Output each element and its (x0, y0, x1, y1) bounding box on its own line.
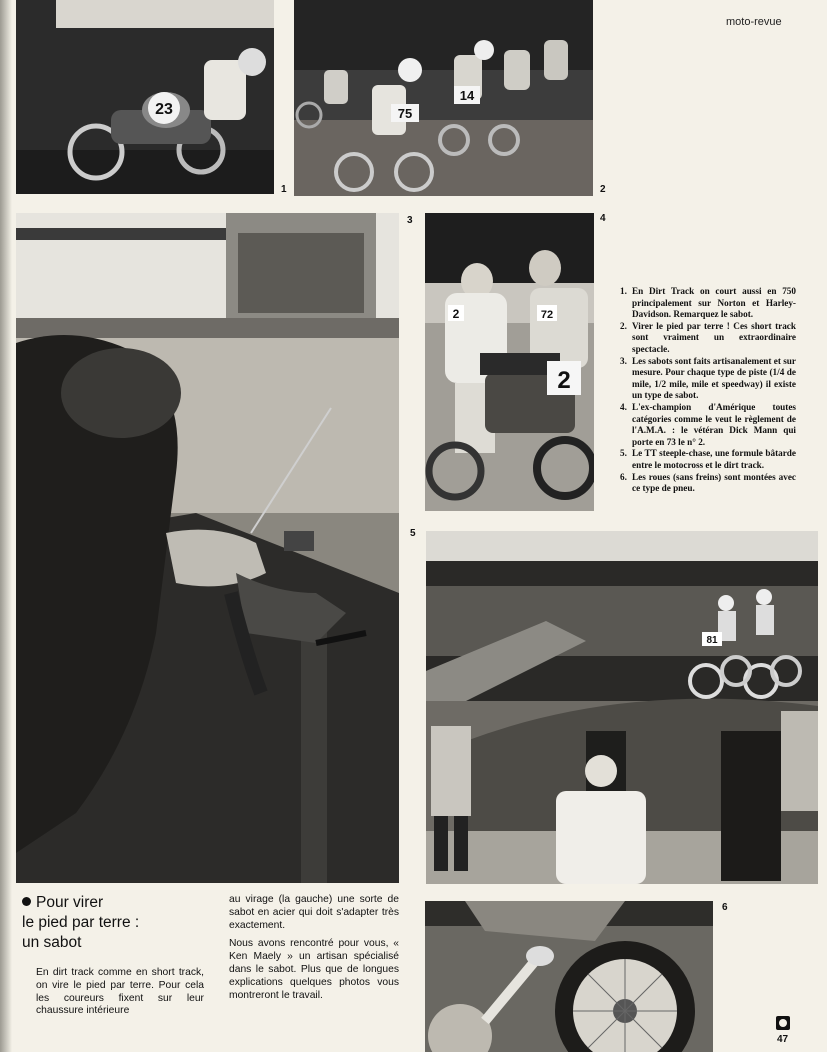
magazine-name: moto-revue (726, 16, 782, 28)
page-spine-shadow (0, 0, 12, 1052)
photo-5-tt-steeplechase (426, 531, 818, 884)
caption-2: 2. Virer le pied par terre ! Ces short track sont vraiment un extraordinaire spectacle. (620, 320, 796, 354)
caption-5: 5. Le TT steeple-chase, une formule bâtarde entre le motocross et le dirt track. (620, 448, 796, 470)
photo-4-number: 4 (600, 213, 606, 224)
photo-1-number: 1 (281, 184, 287, 195)
svg-text:2: 2 (452, 307, 460, 321)
caption-1: 1. En Dirt Track on court aussi en 750 principalement sur Norton et Harley-Davidson. Remarquez le sabot. (620, 286, 796, 320)
photo-4-dick-mann (425, 213, 594, 511)
svg-text:75: 75 (397, 106, 413, 121)
photo-1-motorcycle-cornering (16, 0, 274, 194)
photo-captions (620, 286, 796, 495)
bullet-icon (22, 897, 31, 906)
caption-6: 6. Les roues (sans freins) sont montées avec ce type de pneu. (620, 471, 796, 494)
photo-2-number: 2 (600, 184, 606, 195)
article-headline: Pour virer le pied par terre : un sabot (22, 894, 140, 951)
article-column-2: au virage (la gauche) une sorte de sabot en acier qui doit s'adapter très exactement. Nous avons rencontré pour vous, « Ken Maely » un artisan spécialisé dans le sabot. Plus que de longues explications quelques photos vous montreront le travail. (229, 894, 399, 1001)
photo-6-wheel-and-tire (425, 901, 713, 1052)
svg-text:2: 2 (557, 367, 571, 394)
caption-4: 4. L'ex-champion d'Amérique toutes catégories comme le veut le règlement de l'A.M.A. : le vétéran Dick Mann qui porte en 73 le n° 2. (620, 401, 796, 447)
magazine-logo-icon (776, 1016, 790, 1030)
photo-2-pack-racing (294, 0, 593, 196)
article-column-1: En dirt track comme en short track, on vire le pied par terre. Pour cela les coureurs fixent sur leur chaussure intérieure (36, 967, 204, 1017)
caption-3: 3. Les sabots sont faits artisanalement et sur mesure. Pour chaque type de piste (1/4 de mile, 1/2 mile, mile et speedway) il existe un type de sabot. (620, 355, 796, 401)
bib-23: 23 (155, 101, 173, 118)
svg-text:14: 14 (459, 88, 475, 103)
svg-text:81: 81 (706, 635, 718, 646)
photo-6-number: 6 (722, 902, 728, 913)
photo-3-number: 3 (407, 215, 413, 226)
photo-5-number: 5 (410, 528, 416, 539)
photo-3-craftsman-at-vise (16, 213, 399, 883)
svg-text:72: 72 (540, 309, 554, 321)
page-number: 47 (777, 1034, 789, 1045)
